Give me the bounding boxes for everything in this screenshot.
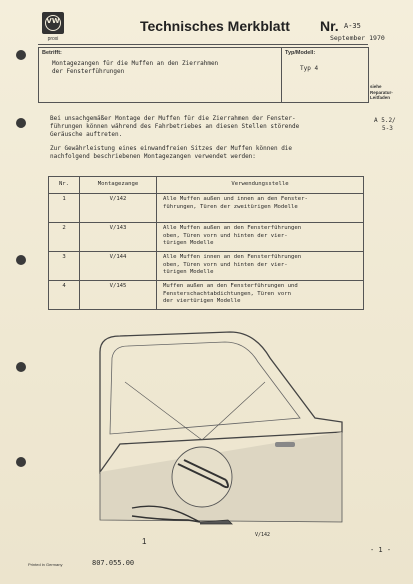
subject-label: Betrifft: — [42, 50, 62, 56]
paragraph-line: Geräusche auftreten. — [50, 131, 123, 138]
model-value: Typ 4 — [300, 65, 319, 72]
door-handle — [275, 442, 295, 447]
punch-hole-mark — [16, 255, 26, 265]
subject-text-line: der Fensterführungen — [52, 68, 125, 75]
punch-hole-mark — [16, 118, 26, 128]
side-note: siehe Reparatur- Leitfaden — [370, 84, 393, 100]
nr-value: A-35 — [344, 22, 361, 30]
column-header: Nr. — [49, 177, 80, 194]
window-opening — [110, 342, 300, 434]
usage-cell: Alle Muffen innen an den Fensterführungen oben, Türen vorn und hinten der vier- türigen Modelle — [157, 252, 364, 281]
leader-line — [125, 382, 202, 440]
tool-name: V/145 — [80, 281, 157, 310]
paragraph-line: nachfolgend beschriebenen Montagezangen verwendet werden: — [50, 153, 256, 160]
leader-line — [202, 382, 265, 440]
detail-magnifier — [172, 447, 232, 507]
paragraph-line: führungen können während des Fahrbetriebes an diesen Stellen störende — [50, 123, 300, 130]
figure-number: 1 — [142, 537, 147, 546]
document-code: 807.055.00 — [92, 559, 135, 567]
tools-table — [48, 176, 364, 310]
column-header: Verwendungsstelle — [157, 177, 364, 194]
usage-cell: Alle Muffen außen an den Fensterführungen oben, Türen vorn und hinten der vier- türigen Modelle — [157, 223, 364, 252]
tool-name: V/142 — [80, 194, 157, 223]
document-date: September 1970 — [330, 34, 385, 42]
punch-hole-mark — [16, 457, 26, 467]
model-label: Typ/Modell: — [285, 50, 316, 56]
paragraph-line: Zur Gewährleistung eines einwandfreien Sitzes der Muffen können die — [50, 145, 293, 152]
document-number-block — [320, 16, 392, 42]
printed-in-note: Printed in Germany — [28, 562, 63, 567]
row-number: 2 — [49, 223, 80, 252]
row-number: 4 — [49, 281, 80, 310]
tool-caption: V/142 — [255, 532, 271, 538]
subject-text-line: Montagezangen für die Muffen an den Zierrahmen — [52, 60, 219, 67]
vw-logo: VW — [42, 12, 64, 34]
tool-name: V/144 — [80, 252, 157, 281]
page-number: - 1 - — [370, 546, 392, 554]
punch-hole-mark — [16, 362, 26, 372]
punch-hole-mark — [16, 50, 26, 60]
reference-code: A 5.2/ 5-3 — [374, 117, 396, 132]
column-header: Montagezange — [80, 177, 157, 194]
document-title: Technisches Merkblatt — [140, 18, 290, 34]
usage-cell: Muffen außen an den Fensterführungen und Fensterschachtabdichtungen, Türen vorn der viertürigen Modelle — [157, 281, 364, 310]
row-number: 1 — [49, 194, 80, 223]
header-rule — [38, 44, 368, 45]
row-number: 3 — [49, 252, 80, 281]
table-row — [49, 223, 364, 252]
door-and-pliers-illustration — [80, 322, 360, 552]
nr-label: Nr. — [320, 18, 339, 34]
logo-label: proxi — [47, 36, 59, 42]
table-row — [49, 252, 364, 281]
table-header-row — [49, 177, 364, 194]
table-row — [49, 194, 364, 223]
tool-name: V/143 — [80, 223, 157, 252]
usage-cell: Alle Muffen außen und innen an den Fenster- führungen, Türen der zweitürigen Modelle — [157, 194, 364, 223]
paragraph-line: Bei unsachgemäßer Montage der Muffen für die Zierrahmen der Fenster- — [50, 115, 296, 122]
table-row — [49, 281, 364, 310]
